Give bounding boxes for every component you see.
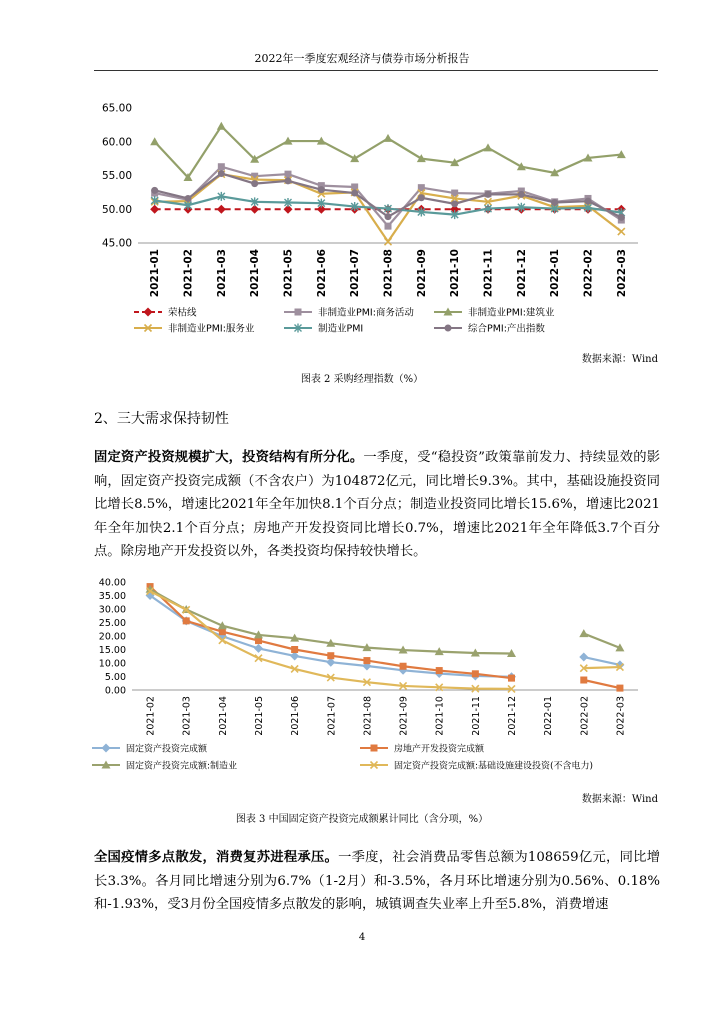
data-point	[285, 171, 292, 178]
x-tick-label: 2021-07	[349, 249, 362, 298]
data-point	[183, 617, 190, 624]
series-3	[147, 588, 624, 693]
y-tick-label: 0.00	[104, 685, 126, 697]
data-point	[585, 198, 592, 205]
x-tick-label: 2021-03	[181, 696, 193, 736]
y-tick-label: 15.00	[98, 645, 126, 656]
y-tick-label: 20.00	[98, 631, 126, 643]
x-tick-label: 2021-02	[182, 249, 195, 298]
x-tick-label: 2021-11	[482, 249, 495, 298]
x-tick-label: 2021-11	[470, 696, 482, 736]
y-tick-label: 10.00	[98, 658, 126, 670]
legend-label: 综合PMI:产出指数	[468, 323, 545, 335]
data-point	[385, 238, 392, 245]
x-tick-label: 2021-01	[149, 249, 162, 298]
chart1-caption: 图表 2 采购经理指数（%）	[300, 374, 424, 385]
data-point	[616, 685, 623, 692]
legend-marker	[102, 744, 111, 753]
legend-label: 制造业PMI	[318, 323, 364, 335]
x-tick-label: 2021-06	[290, 696, 302, 736]
y-tick-label: 55.00	[101, 170, 132, 182]
data-point	[218, 170, 225, 177]
y-tick-label: 35.00	[98, 591, 126, 602]
section-title: 2、三大需求保持韧性	[94, 411, 229, 427]
x-tick-label: 2022-02	[579, 696, 591, 736]
paragraph-investment	[94, 446, 660, 564]
data-point	[217, 122, 226, 130]
paragraph-investment-body: 一季度，受“稳投资”政策靠前发力、持续显效的影响，固定资产投资完成额（不含农户）为104872亿元，同比增长9.3%。其中，基础设施投资同比增长8.5%，增速比2021年全年加快8.1个百分点；制造业投资同比增长15.6%，增速比2021年全年加快2.1个百分点；房地产开发投资同比增长0.7%，增速比2021年全年降低3.7个百分点。除房地产开发投资以外，各类投资均保持较快增长。	[94, 450, 660, 560]
x-tick-label: 2021-04	[217, 696, 229, 736]
x-tick-label: 2021-05	[254, 696, 265, 736]
x-tick-label: 2021-02	[145, 696, 157, 736]
x-tick-label: 2021-10	[449, 249, 462, 298]
legend-label: 固定资产投资完成额	[126, 744, 208, 755]
x-tick-label: 2022-02	[582, 249, 595, 298]
data-point	[254, 644, 263, 653]
data-point	[291, 646, 298, 653]
data-point	[579, 629, 588, 637]
legend-label: 固定资产投资完成额:基础设施建设投资(不含电力)	[394, 761, 594, 772]
header-divider	[94, 70, 658, 71]
chart2-caption: 图表 3 中国固定资产投资完成额累计同比（含分项，%）	[235, 814, 489, 825]
data-point	[151, 187, 158, 194]
x-tick-label: 2021-10	[434, 696, 446, 736]
series-line	[150, 589, 620, 653]
x-tick-label: 2021-06	[315, 248, 328, 298]
data-point	[485, 191, 492, 198]
data-point	[185, 195, 192, 202]
x-tick-label: 2021-12	[515, 249, 528, 298]
data-point	[551, 199, 558, 206]
data-point	[580, 677, 587, 684]
data-point	[218, 163, 225, 170]
paragraph-consumption-lead: 全国疫情多点散发，消费复苏进程承压。	[94, 850, 339, 865]
legend-marker	[371, 745, 378, 752]
data-point	[484, 143, 493, 151]
x-tick-label: 2021-03	[215, 249, 228, 298]
legend-label: 非制造业PMI:建筑业	[468, 307, 555, 319]
y-tick-label: 50.00	[101, 203, 132, 216]
y-tick-label: 5.00	[104, 672, 126, 683]
x-tick-label: 2021-05	[282, 249, 295, 298]
data-point	[385, 213, 392, 220]
data-point	[436, 667, 443, 674]
data-point	[518, 191, 525, 198]
y-tick-label: 65.00	[101, 102, 132, 115]
x-tick-label: 2022-01	[543, 696, 555, 736]
data-point	[150, 137, 159, 145]
legend-label: 荣枯线	[168, 307, 197, 319]
y-tick-label: 30.00	[98, 604, 126, 616]
x-tick-label: 2021-04	[249, 249, 262, 298]
page-number: 4	[358, 932, 366, 943]
x-tick-label: 2021-07	[326, 696, 338, 736]
data-point	[363, 657, 370, 664]
data-point	[385, 223, 392, 230]
data-point	[508, 675, 515, 682]
chart2-source: 数据来源：Wind	[581, 794, 658, 805]
page-header: 2022年一季度宏观经济与债券市场分析报告	[254, 52, 470, 65]
x-tick-label: 2021-08	[362, 696, 374, 736]
x-tick-label: 2021-09	[415, 249, 428, 298]
y-tick-label: 40.00	[98, 577, 126, 589]
data-point	[217, 205, 226, 214]
y-tick-label: 45.00	[101, 237, 132, 250]
x-tick-label: 2021-08	[382, 249, 395, 298]
paragraph-consumption-body: 一季度，社会消费品零售总额为108659亿元，同比增长3.3%。各月同比增速分别为6.7%（1-2月）和-3.5%，各月环比增速分别为0.56%、0.18%和-1.93%，受3月份全国疫情多点散发的影响，城镇调查失业率上升至5.8%，消费增速	[94, 850, 660, 913]
data-point	[418, 194, 425, 201]
data-point	[618, 228, 625, 235]
x-tick-label: 2021-09	[398, 696, 410, 736]
data-point	[384, 134, 393, 142]
x-tick-label: 2022-03	[615, 249, 628, 298]
paragraph-investment-lead: 固定资产投资规模扩大，投资结构有所分化。	[94, 450, 364, 465]
chart1-source: 数据来源：Wind	[581, 354, 658, 365]
paragraph-consumption	[94, 846, 660, 917]
data-point	[285, 177, 292, 184]
legend-marker	[295, 309, 302, 316]
data-point	[327, 652, 334, 659]
legend-marker	[445, 325, 452, 332]
pmi-line-chart	[90, 96, 650, 346]
series-line	[150, 591, 620, 689]
data-point	[618, 214, 625, 221]
x-tick-label: 2022-01	[549, 248, 562, 298]
data-point	[318, 186, 325, 193]
legend-label: 房地产开发投资完成额	[394, 744, 485, 755]
legend-marker	[144, 308, 153, 317]
legend-label: 非制造业PMI:服务业	[168, 323, 255, 335]
fixed-investment-line-chart	[90, 572, 650, 782]
data-point	[472, 670, 479, 677]
data-point	[579, 653, 588, 662]
y-tick-label: 25.00	[98, 618, 126, 629]
series-2	[146, 585, 625, 657]
x-tick-label: 2022-03	[615, 696, 627, 736]
data-point	[451, 200, 458, 207]
data-point	[400, 663, 407, 670]
legend-label: 固定资产投资完成额:制造业	[126, 761, 238, 772]
legend-label: 非制造业PMI:商务活动	[318, 307, 414, 319]
data-point	[150, 205, 159, 214]
x-tick-label: 2021-12	[507, 696, 518, 736]
y-tick-label: 60.00	[101, 136, 132, 149]
data-point	[251, 180, 258, 187]
data-point	[351, 190, 358, 197]
